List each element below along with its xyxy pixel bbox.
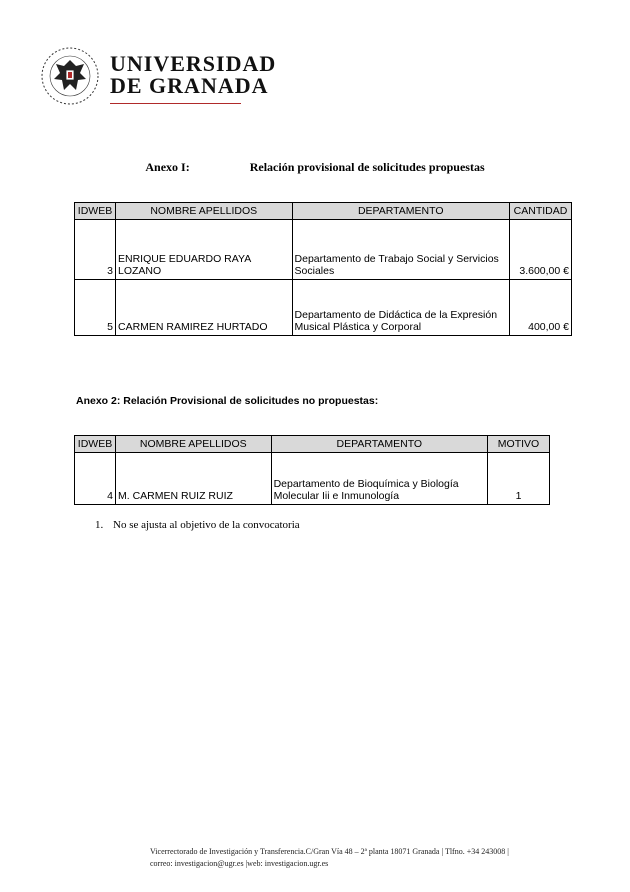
cell-name: M. CARMEN RUIZ RUIZ — [115, 453, 271, 505]
note-text: No se ajusta al objetivo de la convocatoria — [113, 519, 300, 531]
cell-name: ENRIQUE EDUARDO RAYA LOZANO — [115, 220, 292, 280]
dept-line: Musical Plástica y Corporal — [294, 321, 422, 333]
col-header-idweb: IDWEB — [75, 203, 116, 220]
annex2-heading: Anexo 2: Relación Provisional de solicitudes no propuestas: — [76, 395, 379, 407]
list-item — [95, 519, 300, 531]
annex1-table — [74, 202, 572, 336]
footer-line1: Vicerrectorado de Investigación y Transferencia.C/Gran Vía 48 – 2ª planta 18071 Granada | Tlfno. +34 243008 | — [150, 847, 509, 856]
col-header-department: DEPARTAMENTO — [271, 436, 487, 453]
note-number: 1. — [95, 519, 104, 531]
col-header-reason: MOTIVO — [488, 436, 550, 453]
col-header-name: NOMBRE APELLIDOS — [115, 436, 271, 453]
col-header-amount: CANTIDAD — [509, 203, 571, 220]
cell-idweb: 3 — [75, 220, 116, 280]
cell-amount: 3.600,00 € — [509, 220, 571, 280]
dept-line: Departamento de Didáctica de la Expresión — [294, 309, 498, 321]
cell-department — [271, 453, 487, 505]
cell-department — [292, 220, 509, 280]
cell-name: CARMEN RAMIREZ HURTADO — [115, 280, 292, 336]
university-name-line1: UNIVERSIDAD — [110, 51, 277, 76]
annex1-heading — [0, 160, 630, 175]
cell-amount: 400,00 € — [509, 280, 571, 336]
annex2-header-row — [75, 436, 550, 453]
dept-line: Departamento de Bioquímica y Biología — [273, 478, 459, 490]
table-row — [75, 453, 550, 505]
annex1-title: Relación provisional de solicitudes propuestas — [249, 160, 485, 174]
page-footer — [150, 846, 509, 870]
dept-line: Sociales — [294, 265, 335, 277]
table-row — [75, 220, 572, 280]
table-row — [75, 280, 572, 336]
cell-idweb: 4 — [75, 453, 116, 505]
col-header-department: DEPARTAMENTO — [292, 203, 509, 220]
annex1-header-row — [75, 203, 572, 220]
cell-reason: 1 — [488, 453, 550, 505]
university-name — [110, 53, 276, 97]
dept-line: Departamento de Trabajo Social y Servicios — [294, 253, 499, 265]
footer-line2: correo: investigacion@ugr.es |web: investigacion.ugr.es — [150, 859, 329, 868]
logo-underline — [110, 103, 241, 104]
cell-idweb: 5 — [75, 280, 116, 336]
col-header-idweb: IDWEB — [75, 436, 116, 453]
cell-department — [292, 280, 509, 336]
university-seal-icon — [40, 46, 100, 106]
dept-line: Molecular Iii e Inmunología — [273, 490, 400, 502]
university-name-line2: DE GRANADA — [110, 73, 269, 98]
annex1-label: Anexo I: — [145, 160, 190, 174]
col-header-name: NOMBRE APELLIDOS — [115, 203, 292, 220]
annex2-table — [74, 435, 550, 505]
